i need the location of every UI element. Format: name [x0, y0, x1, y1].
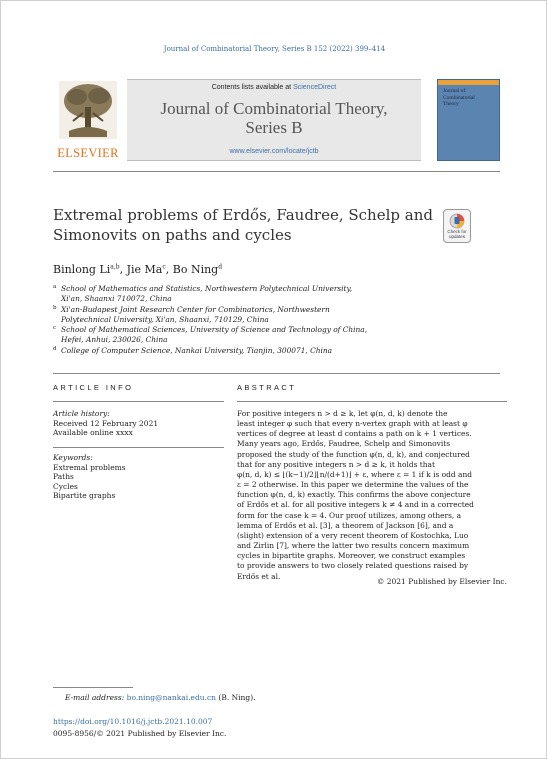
author-separator: ,	[165, 263, 173, 276]
keyword-item[interactable]: Bipartite graphs	[53, 491, 116, 500]
abstract-line: lemma of Erdős et al. [3], a theorem of Jackson [6], and a	[237, 520, 454, 530]
affiliation-text: Xi'an-Budapest Joint Research Center for Combinatorics, Northwestern	[61, 304, 330, 314]
abstract-line: form for the case k = 4. Our proof utilizes, among others, a	[237, 510, 462, 520]
journal-title	[127, 99, 421, 137]
crossmark-label-line-1: Check for	[447, 229, 467, 234]
affiliation-mark: b	[53, 304, 57, 311]
author-name[interactable]: Binlong Li	[53, 263, 111, 276]
journal-masthead	[53, 79, 500, 161]
section-divider	[53, 373, 500, 374]
author-affiliation-marks[interactable]: a,b	[110, 263, 120, 271]
affiliation-item	[53, 346, 493, 356]
keywords-block	[53, 453, 224, 501]
affiliation-mark: c	[53, 325, 57, 332]
author-name[interactable]: Bo Ning	[172, 263, 219, 276]
affiliation-text: School of Mathematical Sciences, University of Science and Technology of China,	[61, 325, 368, 335]
email-label: E-mail address:	[65, 693, 125, 702]
doi-link[interactable]: https://doi.org/10.1016/j.jctb.2021.10.007	[53, 717, 213, 726]
received-date: Received 12 February 2021	[53, 418, 159, 428]
sciencedirect-link[interactable]: ScienceDirect	[293, 84, 337, 91]
affiliation-list	[53, 284, 493, 356]
affiliation-mark: a	[53, 284, 57, 290]
abstract-line: function φ(n, d, k) exactly. This confirms the above conjecture	[237, 490, 471, 500]
cover-title-line-2: Combinatorial	[443, 94, 475, 101]
crossmark-label-line-2: updates	[448, 234, 465, 239]
article-history-label: Article history:	[53, 409, 110, 418]
article-info-heading: ARTICLE INFO	[53, 383, 134, 392]
abstract-line: Many years ago, Erdős, Faudree, Schelp and Simonovits	[237, 439, 451, 449]
abstract-line: vertices of degree at least d contains a path on k + 1 vertices.	[237, 429, 472, 439]
paper-title-line-1: Extremal problems of Erdős, Faudree, Schelp and	[53, 206, 433, 224]
affiliation-text: Polytechnical University, Xi'an, Shaanxi, 710129, China	[61, 314, 269, 324]
cover-band	[438, 80, 499, 85]
publisher-wordmark: ELSEVIER	[57, 146, 119, 160]
abstract-line: proposed the study of the function φ(n, d, k), and conjectured	[237, 449, 470, 459]
email-footnote	[65, 693, 256, 702]
abstract-line: ε = 2 otherwise. In this paper we determine the values of the	[237, 480, 469, 490]
paper-title	[53, 205, 433, 245]
journal-homepage-link[interactable]: www.elsevier.com/locate/jctb	[229, 148, 319, 155]
abstract-line: of Erdős et al. for all positive integers k ≠ 4 and in a corrected	[237, 500, 474, 510]
article-history	[53, 409, 224, 438]
abstract-line: that for any positive integers n > d ≥ k, it holds that	[237, 459, 435, 469]
affiliation-item	[53, 284, 493, 305]
author-name[interactable]: Jie Ma	[126, 263, 163, 276]
author-list	[53, 263, 222, 276]
header-divider	[53, 171, 500, 172]
affiliation-text: Xi'an, Shaanxi 710072, China	[61, 294, 172, 304]
paper-title-line-2: Simonovits on paths and cycles	[53, 226, 292, 244]
keyword-item[interactable]: Cycles	[53, 481, 78, 491]
cover-title-line-3: Theory	[443, 101, 459, 107]
journal-title-line-1: Journal of Combinatorial Theory,	[160, 99, 388, 118]
running-head[interactable]: Journal of Combinatorial Theory, Series B 152 (2022) 399–414	[163, 45, 386, 53]
cover-title	[443, 88, 475, 108]
elsevier-tree-icon	[59, 81, 117, 139]
cover-title-line-1: Journal of	[443, 88, 466, 94]
affiliation-text: School of Mathematics and Statistics, Northwestern Polytechnical University,	[61, 284, 353, 293]
article-info-inner-divider	[53, 447, 224, 448]
issn-copyright: 0095-8956/© 2021 Published by Elsevier Inc.	[53, 729, 227, 738]
email-owner: (B. Ning).	[218, 693, 256, 702]
abstract-line: For positive integers n > d ≥ k, let φ(n, d, k) denote the	[237, 409, 448, 418]
available-online-date: Available online xxxx	[53, 428, 133, 437]
affiliation-mark: d	[53, 345, 57, 352]
affiliation-item	[53, 325, 493, 346]
abstract-divider	[237, 401, 507, 402]
journal-cover-thumbnail[interactable]	[437, 79, 500, 161]
author-affiliation-marks[interactable]: d	[218, 263, 223, 271]
affiliation-text: College of Computer Science, Nankai University, Tianjin, 300071, China	[61, 345, 333, 355]
keyword-item[interactable]: Paths	[53, 472, 74, 481]
abstract-line: (slight) extension of a very recent theorem of Kostochka, Luo	[237, 530, 469, 540]
contents-line	[127, 84, 421, 91]
email-link[interactable]: bo.ning@nankai.edu.cn	[126, 693, 216, 702]
abstract-line: and Zirlin [7], where the latter two results concern maximum	[237, 541, 470, 551]
check-for-updates-button[interactable]	[443, 209, 471, 243]
author-affiliation-marks[interactable]: c	[162, 263, 166, 271]
abstract-line: to provide answers to two closely related questions raised by	[237, 561, 469, 571]
keyword-item[interactable]: Extremal problems	[53, 462, 126, 472]
article-info-divider	[53, 401, 224, 402]
journal-title-line-2: Series B	[245, 118, 303, 137]
abstract-line: φ(n, d, k) ≤ ⌊(k−1)/2⌋⌊n/(d+1)⌋ + ε, where ε = 1 if k is odd and	[237, 469, 473, 479]
footnote-divider	[53, 687, 133, 688]
contents-prefix: Contents lists available at	[211, 84, 294, 91]
crossmark-icon	[449, 213, 465, 229]
abstract-text	[237, 409, 507, 582]
author-separator: ,	[119, 263, 127, 276]
abstract-line: Erdős et al.	[237, 571, 281, 581]
abstract-copyright: © 2021 Published by Elsevier Inc.	[376, 577, 507, 586]
journal-banner	[127, 79, 421, 161]
publisher-logo[interactable]	[53, 79, 123, 161]
abstract-heading: ABSTRACT	[237, 383, 297, 392]
keywords-label: Keywords:	[53, 453, 93, 462]
abstract-line: least integer φ such that every n-vertex graph with at least φ	[237, 419, 468, 429]
affiliation-item	[53, 305, 493, 326]
abstract-line: cycles in bipartite graphs. Moreover, we construct examples	[237, 551, 466, 561]
affiliation-text: Hefei, Anhui, 230026, China	[61, 335, 168, 345]
